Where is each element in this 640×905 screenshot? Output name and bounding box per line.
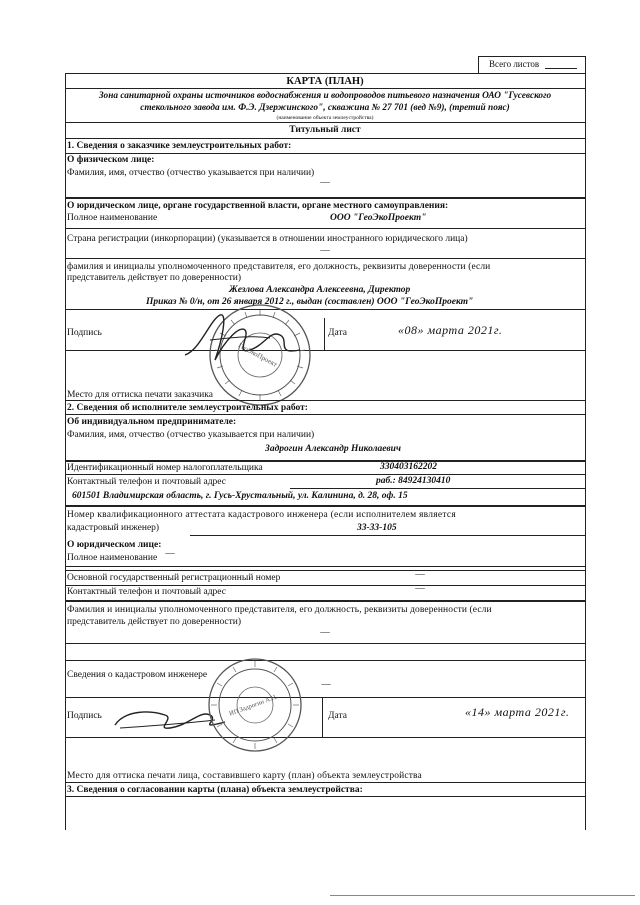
contractor-inn-value: 330403162202 (380, 462, 437, 472)
frame-left (65, 73, 66, 830)
contractor-fio-label: Фамилия, имя, отчество (отчество указывается при наличии) (67, 430, 315, 440)
customer-stamp-place-label: Место для оттиска печати заказчика (67, 390, 213, 400)
title-page-label: Титульный лист (289, 125, 361, 135)
contractor-ogrn-label: Основной государственный регистрационный номер (67, 573, 281, 583)
s2-line-g (65, 600, 585, 602)
contractor-cadastral-value: — (321, 680, 331, 690)
header-top-line (65, 73, 585, 74)
contractor-inn-label: Идентификационный номер налогоплательщика (67, 463, 263, 473)
total-sheets-underline (545, 68, 577, 69)
s2-line-i (65, 660, 585, 661)
map-subtitle-2: стекольного завода им. Ф.Э. Дзержинского", скважина № 27 701 (вед №9), (третий пояс) (140, 103, 510, 113)
customer-signature-image (180, 310, 310, 370)
contractor-stamp-place-label: Место для оттиска печати лица, составившего карту (план) объекта землеустройства (67, 771, 422, 781)
contractor-contact2-value: — (415, 584, 425, 594)
s2-bottom-line (65, 782, 585, 783)
frame-right (585, 56, 586, 830)
customer-full-name-value: ООО "ГеоЭкоПроект" (330, 213, 427, 223)
scan-edge-line (330, 895, 635, 896)
customer-country-value: — (320, 246, 330, 256)
customer-rep-label-2: представитель действует по доверенности) (67, 273, 242, 283)
object-name-caption: (наименование объекта землеустройства) (276, 115, 374, 121)
s1-sig-divider (324, 318, 325, 350)
contractor-rep-label-1: Фамилия и инициалы уполномоченного представителя, его должность, реквизиты доверенности (если (67, 605, 492, 615)
customer-full-name-label: Полное наименование (67, 213, 158, 223)
contractor-date-value: «14» марта 2021г. (465, 705, 570, 719)
contractor-full-name-value: — (165, 549, 175, 559)
contractor-contact-label: Контактный телефон и почтовый адрес (67, 477, 226, 487)
customer-signature-label: Подпись (67, 328, 102, 338)
s2-sig-divider (322, 697, 323, 737)
contractor-rep-label-2: представитель действует по доверенности) (67, 617, 242, 627)
s2-line-d2 (190, 535, 585, 536)
map-title: КАРТА (ПЛАН) (286, 76, 364, 87)
approval-section-title: 3. Сведения о согласовании карты (плана) объекта землеустройства: (67, 785, 363, 795)
customer-fio-label: Фамилия, имя, отчество (отчество указывается при наличии) (67, 168, 315, 178)
contractor-ogrn-value: — (415, 570, 425, 580)
contractor-signature-label: Подпись (67, 711, 102, 721)
customer-date-label: Дата (328, 328, 347, 338)
total-sheets-label: Всего листов (489, 59, 540, 69)
title-line (65, 88, 585, 89)
contractor-cert-value: 33-33-105 (357, 523, 397, 533)
contractor-cert-label-1: Номер квалификационного аттестата кадастрового инженера (если исполнителем является (67, 510, 456, 520)
contractor-cert-label-2: кадастровый инженер) (67, 523, 160, 533)
s2-line-d (65, 505, 585, 507)
contractor-cadastral-label: Сведения о кадастровом инженере (67, 670, 208, 680)
s2-line-c (65, 474, 585, 475)
s1-line-b (65, 197, 585, 199)
s1-line-a (65, 153, 585, 154)
subtitle-line (65, 122, 585, 123)
customer-rep-value-2: Приказ № 0/н, от 26 января 2012 г., выдан (составлен) ООО "ГеоЭкоПроект" (146, 297, 474, 307)
contractor-ip-label: Об индивидуальном предпринимателе: (67, 417, 237, 427)
s1-line-f (65, 350, 585, 351)
s2-line-j (65, 697, 585, 698)
s2-line-c2 (290, 488, 585, 489)
customer-rep-value-1: Жезлова Александра Алексеевна, Директор (229, 285, 411, 295)
customer-legal-label: О юридическом лице, органе государственной власти, органе местного самоуправления: (67, 201, 449, 211)
s2-line-f (65, 585, 585, 586)
s1-line-c (65, 228, 585, 229)
customer-individual-label: О физическом лице: (67, 155, 155, 165)
s3-line (65, 796, 585, 797)
map-subtitle-1: Зона санитарной охраны источников водоснабжения и водопроводов питьевого назначения ОАО "Гусевского (98, 91, 552, 101)
contractor-section-title: 2. Сведения об исполнителе землеустроительных работ: (67, 403, 308, 413)
contractor-date-label: Дата (328, 711, 347, 721)
customer-section-title: 1. Сведения о заказчике землеустроительных работ: (67, 141, 292, 151)
s1-line-e (65, 309, 585, 310)
s2-line-e (65, 566, 585, 567)
contractor-fio-value: Задрогин Александр Николаевич (265, 444, 401, 454)
sheets-box-top (478, 56, 585, 57)
customer-fio-value: — (320, 178, 330, 188)
s2-line-b (65, 460, 585, 462)
customer-date-value: «08» марта 2021г. (398, 323, 503, 337)
s2-line-h (65, 643, 585, 644)
contractor-contact2-label: Контактный телефон и почтовый адрес (67, 587, 226, 597)
title-page-line (65, 138, 585, 139)
customer-rep-label-1: фамилия и инициалы уполномоченного представителя, его должность, реквизиты доверенности (если (67, 262, 491, 272)
customer-stamp-text: ГеоЭкоПроект (236, 341, 279, 369)
sheets-box-left (478, 56, 479, 73)
contractor-stamp-text: ИП Задрогин А.Н. (228, 693, 279, 718)
contractor-address-value: 601501 Владимирская область, г. Гусь-Хрустальный, ул. Калинина, д. 28, оф. 15 (72, 491, 408, 501)
contractor-full-name-label: Полное наименование (67, 553, 158, 563)
contractor-phone-value: раб.: 84924130410 (376, 476, 451, 486)
customer-country-label: Страна регистрации (инкорпорации) (указывается в отношении иностранного юридического лица) (67, 234, 468, 244)
s2-line-a (65, 414, 585, 415)
contractor-legal-label: О юридическом лице: (67, 540, 162, 550)
contractor-rep-value: — (320, 628, 330, 638)
s2-line-e2 (65, 570, 585, 571)
s1-line-d (65, 258, 585, 259)
s1-bottom-line (65, 400, 585, 401)
